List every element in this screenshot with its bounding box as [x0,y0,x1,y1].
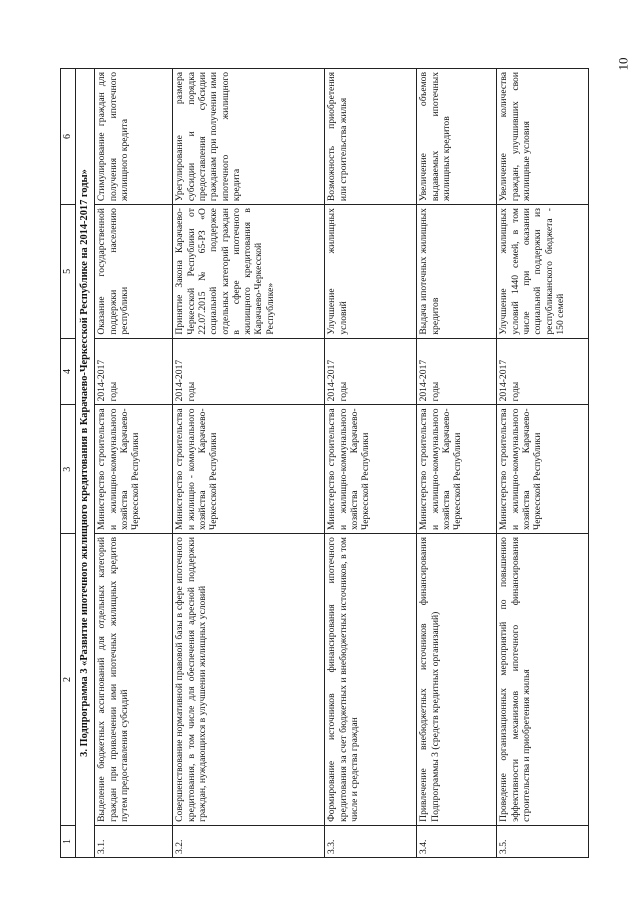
period-cell: 2014-2017 годы [173,338,325,405]
row-number: 3.4. [417,825,497,857]
measure-cell: Привлечение внебюджетных источников финансирования Подпрограммы 3 (средств кредитных организаций) [417,534,497,826]
executor-cell: Министерство строительства и жилищно - коммунального хозяйства Карачаево-Черкесской Республики [173,405,325,534]
result-cell: Улучшение жилищных условий 1440 семей, в том числе при оказании социальной поддержки из республиканского бюджета - 150 семей [497,205,589,339]
result-cell: Принятие Закона Карачаево-Черкесской Республики от 22.07.2015 № 65-РЗ «О социальной поддержке отдельных категорий граждан в сфере ипотечного жилищного кредитования в Карачаево-Черкесской Республике» [173,205,325,339]
column-number: 4 [61,338,76,405]
page-number: 10 [615,57,631,71]
period-cell: 2014-2017 годы [325,338,417,405]
goal-cell: Урегулирование размера субсидии и порядка предоставления субсидии гражданам при получении ими ипотечного жилищного кредита [173,69,325,205]
section-title: 3. Подпрограмма 3 «Развитие ипотечного жилищного кредитования в Карачаево-Черкесской Республике на 2014-2017 годы» [76,69,95,858]
column-number: 1 [61,825,76,857]
period-cell: 2014-2017 годы [95,338,173,405]
executor-cell: Министерство строительства и жилищно-коммунального хозяйства Карачаево-Черкесской Республики [325,405,417,534]
measure-cell: Проведение организационных мероприятий по повышению эффективности механизмов ипотечного финансирования строительства и приобретения жилья [497,534,589,826]
table-row [417,69,497,858]
executor-cell: Министерство строительства и жилищно-коммунального хозяйства Карачаево-Черкесской Республики [95,405,173,534]
section-title-row [76,69,95,858]
table-row [325,69,417,858]
column-number: 3 [61,405,76,534]
column-number: 6 [61,69,76,205]
column-number-row [61,69,76,858]
goal-cell: Возможность приобретения или строительства жилья [325,69,417,205]
row-number: 3.5. [497,825,589,857]
row-number: 3.2. [173,825,325,857]
measure-cell: Выделение бюджетных ассигнований для отдельных категорий граждан при привлечении ими ипотечных жилищных кредитов путем предоставления субсидий [95,534,173,826]
row-number: 3.1. [95,825,173,857]
executor-cell: Министерство строительства и жилищно-коммунального хозяйства Карачаево-Черкесской Республики [417,405,497,534]
goal-cell: Увеличение количества граждан, улучшивших свои жилищные условия [497,69,589,205]
column-number: 2 [61,534,76,826]
measure-cell: Формирование источников финансирования ипотечного кредитования за счет бюджетных и внебюджетных источников, в том числе и средства граждан [325,534,417,826]
measure-cell: Совершенствование нормативной правовой базы в сфере ипотечного кредитования, в том числе для обеспечения адресной поддержки граждан, нуждающихся в улучшении жилищных условий [173,534,325,826]
rotated-table-wrapper [60,68,580,858]
goal-cell: Стимулирование граждан для получения ипотечного жилищного кредита [95,69,173,205]
column-number: 5 [61,205,76,339]
result-cell: Выдача ипотечных жилищных кредитов [417,205,497,339]
table-row [497,69,589,858]
table-row [173,69,325,858]
period-cell: 2014-2017 годы [417,338,497,405]
program-measures-table [60,68,589,858]
goal-cell: Увеличение объемов выдаваемых ипотечных жилищных кредитов [417,69,497,205]
executor-cell: Министерство строительства и жилищно-коммунального хозяйства Карачаево-Черкесской Республики [497,405,589,534]
row-number: 3.3. [325,825,417,857]
result-cell: Улучшение жилищных условий [325,205,417,339]
result-cell: Оказание государственной поддержки населению республики [95,205,173,339]
table-row [95,69,173,858]
period-cell: 2014-2017 годы [497,338,589,405]
